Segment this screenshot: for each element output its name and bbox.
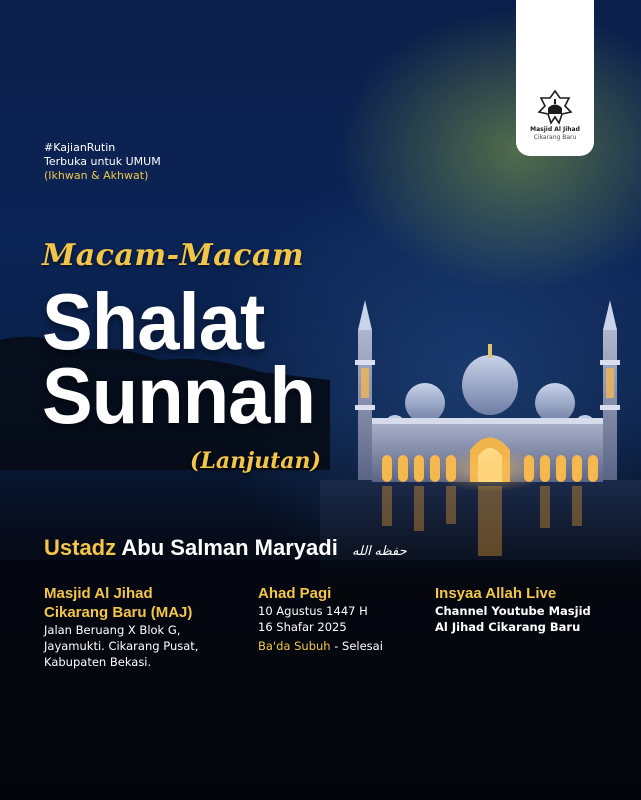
schedule-date-1: 10 Agustus 1447 H <box>258 604 368 618</box>
live-heading: Insyaa Allah Live <box>435 585 557 602</box>
speaker-name: Abu Salman Maryadi <box>121 535 338 560</box>
schedule-time <box>258 635 383 654</box>
mosque-logo-card <box>516 0 594 156</box>
open-notice: Terbuka untuk UMUM <box>44 155 161 168</box>
schedule-heading: Ahad Pagi <box>258 585 332 602</box>
hashtag: #KajianRutin <box>44 141 116 154</box>
audience-note: (Ikhwan & Akhwat) <box>44 169 149 182</box>
speaker-honorific: حفظه الله <box>351 543 407 558</box>
title-line-1: Shalat <box>42 277 265 366</box>
live-info <box>435 584 625 635</box>
title-top: Macam-Macam <box>42 238 305 273</box>
title-subtitle: (Lanjutan) <box>190 448 321 474</box>
venue-address-3: Kabupaten Bekasi. <box>44 655 152 669</box>
speaker-prefix: Ustadz <box>44 535 117 560</box>
event-tags <box>44 141 161 183</box>
schedule-info <box>258 584 418 654</box>
logo-subtitle: Cikarang Baru <box>533 134 577 141</box>
schedule-time-start: Ba'da Subuh <box>258 639 331 653</box>
speaker-line <box>44 535 407 561</box>
venue-heading-2: Cikarang Baru (MAJ) <box>44 604 193 621</box>
schedule-time-end: - Selesai <box>330 639 383 653</box>
schedule-date-2: 16 Shafar 2025 <box>258 620 347 634</box>
live-channel-1: Channel Youtube Masjid <box>435 604 591 618</box>
title-line-2: Sunnah <box>42 351 315 440</box>
venue-address-1: Jalan Beruang X Blok G, <box>44 623 181 637</box>
venue-heading-1: Masjid Al Jihad <box>44 585 153 602</box>
venue-address-2: Jayamukti. Cikarang Pusat, <box>44 639 199 653</box>
logo-name: Masjid Al Jihad <box>530 126 580 133</box>
live-channel-2: Al Jihad Cikarang Baru <box>435 620 581 634</box>
mosque-logo-icon <box>535 90 575 126</box>
venue-info <box>44 584 244 670</box>
